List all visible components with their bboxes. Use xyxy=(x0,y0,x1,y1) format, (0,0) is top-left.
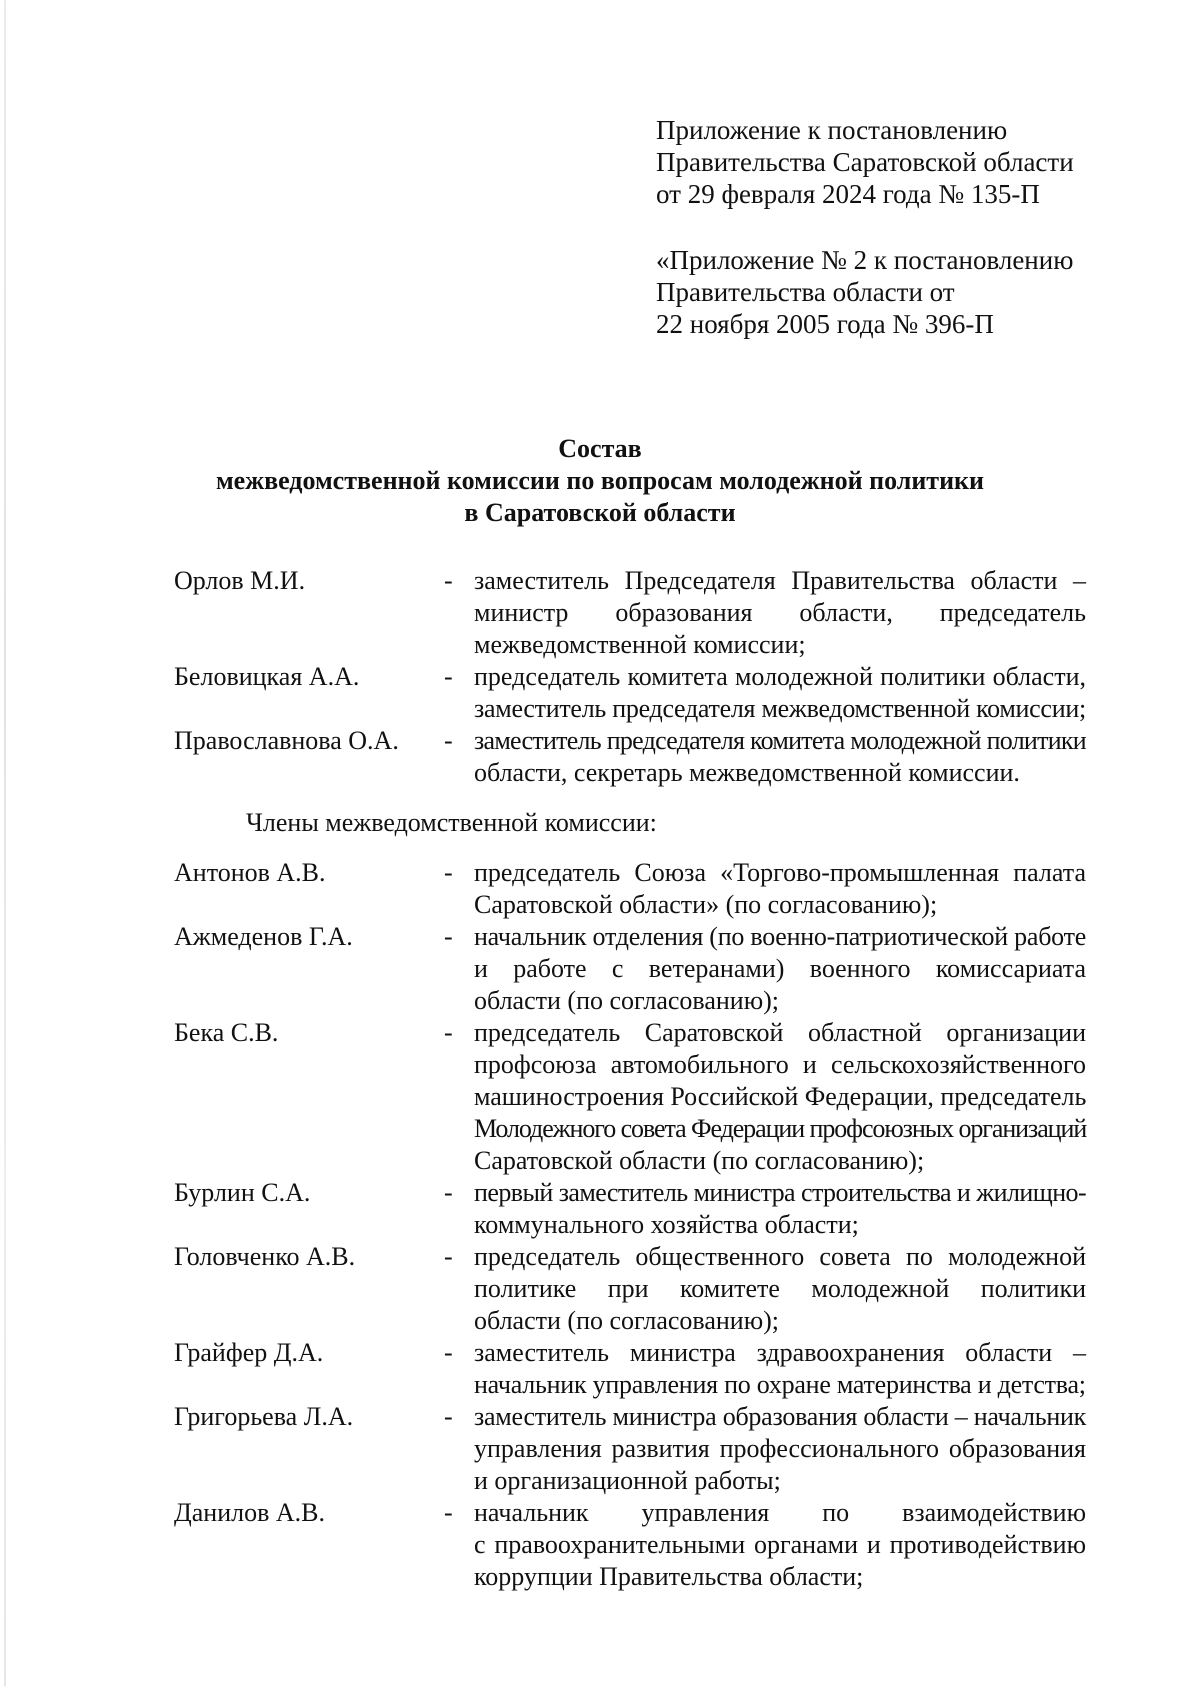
member-role xyxy=(474,1401,1086,1497)
role-line: управления развития профессионального образования xyxy=(474,1434,1086,1463)
role-line: машиностроения Российской Федерации, председатель xyxy=(474,1082,1087,1111)
entry-dash: - xyxy=(444,1338,453,1367)
role-line: начальник управления по охране материнства и детства; xyxy=(474,1370,1086,1399)
appendix-header-line: от 29 февраля 2024 года № 135-П xyxy=(656,179,1040,209)
appendix-header-line: Приложение к постановлению xyxy=(656,115,1008,145)
role-line: Саратовской области» (по согласованию); xyxy=(474,890,938,919)
member-name: Беловицкая А.А. xyxy=(174,662,360,691)
member-role xyxy=(474,857,1086,921)
role-line: политике при комитете молодежной политики xyxy=(474,1274,1086,1303)
original-appendix-line: Правительства области от xyxy=(656,277,955,307)
entry-dash: - xyxy=(444,662,453,691)
role-line: первый заместитель министра строительства и жилищно- xyxy=(474,1178,1087,1207)
role-line: заместитель министра образования области – начальник xyxy=(474,1402,1087,1431)
role-line: межведомственной комиссии; xyxy=(474,630,806,659)
members-heading: Члены межведомственной комиссии: xyxy=(246,808,657,837)
role-line: заместитель министра здравоохранения области – xyxy=(474,1338,1086,1367)
original-appendix-header xyxy=(656,244,1126,340)
role-line: заместитель Председателя Правительства области – xyxy=(474,566,1086,595)
member-role xyxy=(474,1497,1086,1593)
entry-dash: - xyxy=(444,858,453,887)
role-line: и организационной работы; xyxy=(474,1466,781,1495)
member-role xyxy=(474,661,1086,725)
role-line: коммунального хозяйства области; xyxy=(474,1210,859,1239)
title-line: межведомственной комиссии по вопросам молодежной политики xyxy=(215,466,985,495)
member-name: Орлов М.И. xyxy=(174,566,306,595)
member-role xyxy=(474,1241,1086,1337)
member-name: Антонов А.В. xyxy=(174,858,326,887)
role-line: и работе с ветеранами) военного комиссариата xyxy=(474,954,1086,983)
member-role xyxy=(474,725,1086,789)
role-line: Саратовской области (по согласованию); xyxy=(474,1146,925,1175)
document-title xyxy=(140,433,1060,529)
role-line: области, секретарь межведомственной комиссии. xyxy=(474,758,1020,787)
member-name: Головченко А.В. xyxy=(174,1242,356,1271)
member-role xyxy=(474,565,1086,661)
member-name: Григорьева Л.А. xyxy=(174,1402,354,1431)
original-appendix-line: «Приложение № 2 к постановлению xyxy=(656,245,1074,275)
entry-dash: - xyxy=(444,922,453,951)
member-role xyxy=(474,1177,1086,1241)
member-name: Данилов А.В. xyxy=(174,1498,325,1527)
role-line: председатель Саратовской областной организации xyxy=(474,1018,1086,1047)
entry-dash: - xyxy=(444,1242,453,1271)
member-name: Бека С.В. xyxy=(174,1018,279,1047)
member-name: Православнова О.А. xyxy=(174,726,399,755)
member-name: Ажмеденов Г.А. xyxy=(174,922,353,951)
role-line: председатель комитета молодежной политики области, xyxy=(474,662,1086,691)
member-role xyxy=(474,1337,1086,1401)
entry-dash: - xyxy=(444,1178,453,1207)
entry-dash: - xyxy=(444,1498,453,1527)
role-line: области (по согласованию); xyxy=(474,1306,780,1335)
role-line: области (по согласованию); xyxy=(474,986,780,1015)
appendix-header-line: Правительства Саратовской области xyxy=(656,147,1074,177)
role-line: начальник отделения (по военно-патриотической работе xyxy=(474,922,1086,951)
scan-edge xyxy=(4,0,6,1686)
role-line: заместитель председателя комитета молодежной политики xyxy=(474,726,1086,755)
entry-dash: - xyxy=(444,1402,453,1431)
title-line: в Саратовской области xyxy=(464,498,736,527)
role-line: министр образования области, председатель xyxy=(474,598,1086,627)
role-line: Молодежного совета Федерации профсоюзных организаций xyxy=(474,1114,1087,1143)
role-line: коррупции Правительства области; xyxy=(474,1562,864,1591)
role-line: с правоохранительными органами и противодействию xyxy=(474,1530,1086,1559)
role-line: председатель общественного совета по молодежной xyxy=(474,1242,1086,1271)
entry-dash: - xyxy=(444,566,453,595)
role-line: заместитель председателя межведомственной комиссии; xyxy=(474,694,1086,723)
role-line: профсоюза автомобильного и сельскохозяйственного xyxy=(474,1050,1086,1079)
member-name: Бурлин С.А. xyxy=(174,1178,311,1207)
appendix-header xyxy=(656,114,1126,210)
role-line: председатель Союза «Торгово-промышленная палата xyxy=(474,858,1086,887)
member-role xyxy=(474,921,1086,1017)
title-line: Состав xyxy=(558,434,642,463)
entry-dash: - xyxy=(444,1018,453,1047)
role-line: начальник управления по взаимодействию xyxy=(474,1498,1086,1527)
member-role xyxy=(474,1017,1086,1177)
original-appendix-line: 22 ноября 2005 года № 396-П xyxy=(656,309,994,339)
entry-dash: - xyxy=(444,726,453,755)
member-name: Грайфер Д.А. xyxy=(174,1338,324,1367)
